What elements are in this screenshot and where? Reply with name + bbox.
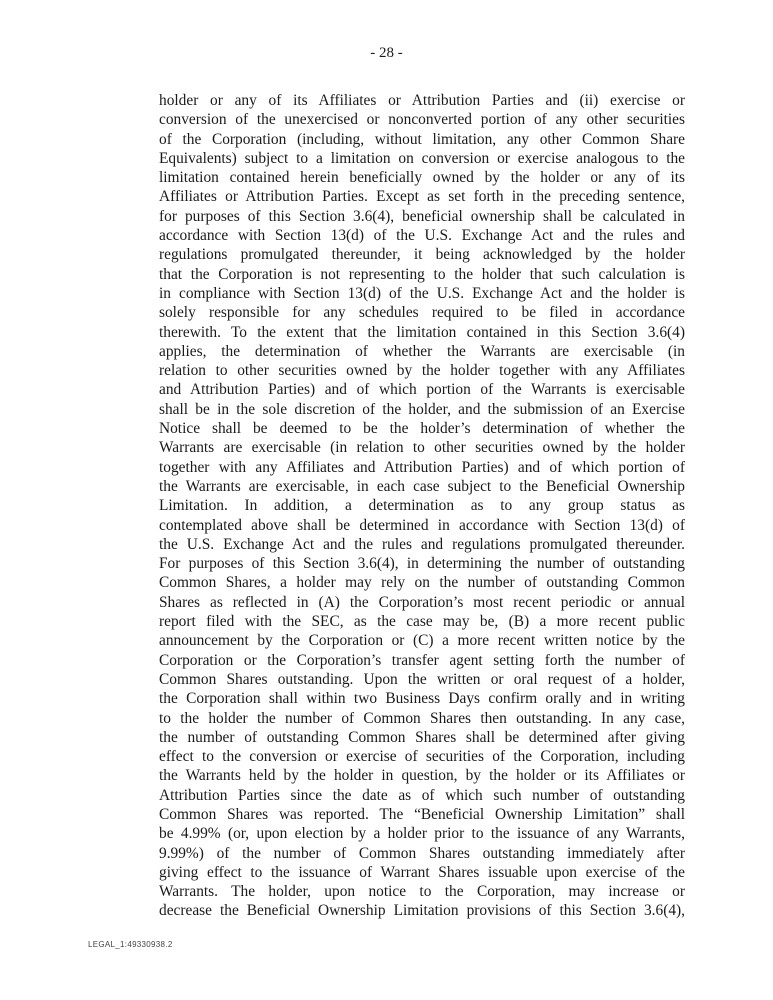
body-line: Attribution Parties since the date as of which such number of outstanding — [159, 786, 685, 804]
body-line: applies, the determination of whether the Warrants are exercisable (in — [159, 342, 685, 360]
body-line: announcement by the Corporation or (C) a more recent written notice by the — [159, 632, 685, 650]
body-line: therewith. To the extent that the limitation contained in this Section 3.6(4) — [159, 323, 685, 341]
body-line: be 4.99% (or, upon election by a holder prior to the issuance of any Warrants, — [159, 825, 685, 843]
body-line: holder or any of its Affiliates or Attribution Parties and (ii) exercise or — [159, 92, 685, 109]
body-line: report filed with the SEC, as the case may be, (B) a more recent public — [159, 613, 685, 631]
page-number: - 28 - — [370, 45, 403, 61]
body-line: the number of outstanding Common Shares shall be determined after giving — [159, 728, 685, 746]
body-line: Limitation. In addition, a determination as to any group status as — [159, 497, 685, 515]
body-line: the Warrants held by the holder in question, by the holder or its Affiliates or — [159, 767, 685, 785]
body-line: shall be in the sole discretion of the holder, and the submission of an Exercise — [159, 400, 685, 418]
document-reference: LEGAL_1:49330938.2 — [88, 940, 173, 949]
body-line: to the holder the number of Common Shares then outstanding. In any case, — [159, 709, 685, 727]
body-line: Corporation or the Corporation’s transfer agent setting forth the number of — [159, 651, 685, 669]
body-line: that the Corporation is not representing to the holder that such calculation is — [159, 265, 685, 283]
body-line: together with any Affiliates and Attribution Parties) and of which portion of — [159, 458, 685, 476]
body-line: the Corporation shall within two Business Days confirm orally and in writing — [159, 690, 685, 708]
body-line: Notice shall be deemed to be the holder’s determination of whether the — [159, 420, 685, 438]
body-line: Shares as reflected in (A) the Corporation’s most recent periodic or annual — [159, 593, 685, 611]
body-line: the U.S. Exchange Act and the rules and regulations promulgated thereunder. — [159, 535, 685, 553]
body-line: solely responsible for any schedules required to be filed in accordance — [159, 304, 685, 322]
body-line: Warrants. The holder, upon notice to the Corporation, may increase or — [159, 883, 685, 901]
body-line: Warrants are exercisable (in relation to other securities owned by the holder — [159, 439, 685, 457]
body-line: decrease the Beneficial Ownership Limitation provisions of this Section 3.6(4), — [159, 902, 685, 920]
body-line: Common Shares outstanding. Upon the written or oral request of a holder, — [159, 670, 685, 688]
body-line: accordance with Section 13(d) of the U.S. Exchange Act and the rules and — [159, 227, 685, 245]
body-line: the Warrants are exercisable, in each case subject to the Beneficial Ownership — [159, 477, 685, 495]
body-line: contemplated above shall be determined in accordance with Section 13(d) of — [159, 516, 685, 534]
body-line: for purposes of this Section 3.6(4), beneficial ownership shall be calculated in — [159, 207, 685, 225]
body-line: Equivalents) subject to a limitation on conversion or exercise analogous to the — [159, 149, 685, 167]
body-line: effect to the conversion or exercise of securities of the Corporation, including — [159, 748, 685, 766]
body-line: limitation contained herein beneficially owned by the holder or any of its — [159, 169, 685, 187]
body-line: regulations promulgated thereunder, it being acknowledged by the holder — [159, 246, 685, 264]
body-paragraph — [159, 91, 685, 921]
body-line: Common Shares was reported. The “Beneficial Ownership Limitation” shall — [159, 805, 685, 823]
body-line: relation to other securities owned by the holder together with any Affiliates — [159, 362, 685, 380]
body-line: giving effect to the issuance of Warrant Shares issuable upon exercise of the — [159, 863, 685, 881]
body-line: in compliance with Section 13(d) of the U.S. Exchange Act and the holder is — [159, 284, 685, 302]
body-line: Common Shares, a holder may rely on the number of outstanding Common — [159, 574, 685, 592]
body-line: 9.99%) of the number of Common Shares outstanding immediately after — [159, 844, 685, 862]
body-line: Affiliates or Attribution Parties. Except as set forth in the preceding sentence, — [159, 188, 685, 206]
body-line: of the Corporation (including, without limitation, any other Common Share — [159, 130, 685, 148]
body-line: and Attribution Parties) and of which portion of the Warrants is exercisable — [159, 381, 685, 399]
body-line: For purposes of this Section 3.6(4), in determining the number of outstanding — [159, 555, 685, 573]
body-line: conversion of the unexercised or nonconverted portion of any other securities — [159, 111, 685, 129]
